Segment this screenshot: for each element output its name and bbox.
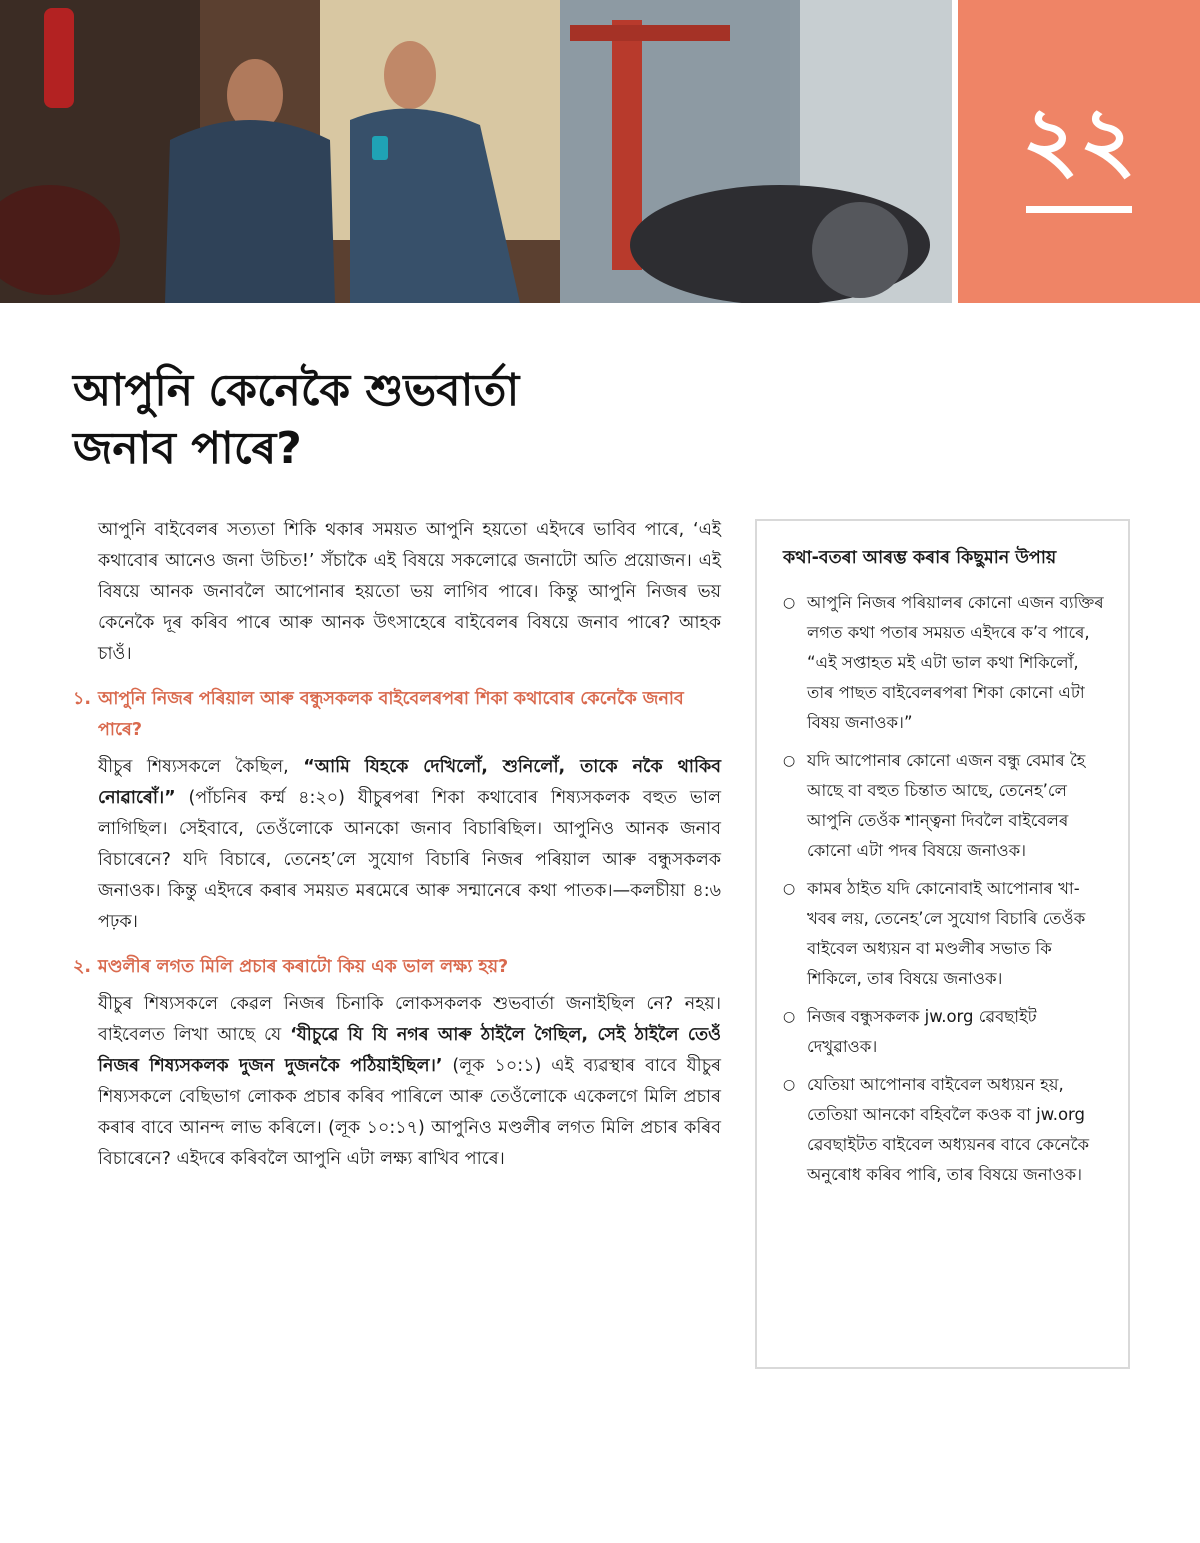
intro-paragraph: আপুনি বাইবেলৰ সত্যতা শিকি থকাৰ সময়ত আপুনি হয়তো এইদৰে ভাবিব পাৰে, ‘এই কথাবোৰ আনেও জনা উচিত!’ সঁচাকৈ এই বিষয়ে সকলোৱে জনাটো অতি প্ৰয়োজন। এই বিষয়ে আনক জনাবলৈ আপোনাৰ হয়তো ভয় লাগিব পাৰে। কিন্তু আপুনি নিজৰ ভয় কেনেকৈ দূৰ কৰিব পাৰে আৰু আনক উৎসাহেৰে বাইবেলৰ বিষয়ে জনাব পাৰে? আহক চাওঁ। bbox=[98, 520, 721, 664]
header-photo bbox=[0, 0, 952, 303]
list-item bbox=[783, 588, 1108, 738]
garage-scene-image bbox=[0, 0, 952, 303]
question-2 bbox=[73, 952, 721, 983]
bullet-icon: ○ bbox=[783, 595, 796, 611]
tip-text: নিজৰ বন্ধুসকলক jw.org ৱেবছাইট দেখুৱাওক। bbox=[807, 1007, 1037, 1056]
answer-2-text-b: (লূক ১০:১) এই ব্যৱস্থাৰ বাবে যীচুৰ শিষ্যসকলে বেছিভাগ লোকক প্ৰচাৰ কৰিব পাৰিলে আৰু তেওঁলোকে একেলগে মিলি প্ৰচাৰ কৰাৰ বাবে আনন্দ লাভ কৰিলে। (লূক ১০:১৭) আপুনিও মণ্ডলীৰ লগত মিলি প্ৰচাৰ কৰিব বিচাৰেনে? এইদৰে কৰিবলৈ আপুনি এটা লক্ষ্য ৰাখিব পাৰে। bbox=[98, 1056, 721, 1169]
question-1-number: ১. bbox=[73, 689, 92, 709]
answer-1-paragraph bbox=[73, 752, 721, 938]
tips-sidebar bbox=[755, 519, 1130, 1369]
answer-2-text-a: যীচুৰ শিষ্যসকলে কেৱল নিজৰ চিনাকি লোকসকলক শুভবাৰ্তা জনাইছিল নে? নহয়। বাইবেলত লিখা আছে যে bbox=[98, 994, 721, 1045]
answer-2-paragraph bbox=[73, 989, 721, 1175]
bullet-icon: ○ bbox=[783, 1077, 796, 1093]
main-content bbox=[73, 515, 721, 1175]
bullet-icon: ○ bbox=[783, 1009, 796, 1025]
answer-2-quote: ‘যীচুৱে যি যি নগৰ আৰু ঠাইলৈ গৈছিল, সেই ঠাইলৈ তেওঁ নিজৰ শিষ্যসকলক দুজন দুজনকৈ পঠিয়াইছিল।’ bbox=[98, 1025, 721, 1076]
tip-text: কামৰ ঠাইত যদি কোনোবাই আপোনাৰ খা-খবৰ লয়, তেনেহ’লে সুযোগ বিচাৰি তেওঁক বাইবেল অধ্যয়ন বা মণ্ডলীৰ সভাত কি শিকিলে, তাৰ বিষয়ে জনাওক। bbox=[807, 879, 1086, 988]
lesson-number: ২২ bbox=[1021, 87, 1137, 190]
page-title bbox=[73, 362, 713, 478]
list-item bbox=[783, 874, 1108, 994]
page-title-line2: জনাব পাৰে? bbox=[73, 423, 302, 474]
list-item bbox=[783, 1070, 1108, 1190]
question-2-number: ২. bbox=[73, 957, 92, 977]
tips-list bbox=[757, 588, 1128, 1190]
bullet-icon: ○ bbox=[783, 881, 796, 897]
tip-text: যেতিয়া আপোনাৰ বাইবেল অধ্যয়ন হয়, তেতিয়া আনকো বহিবলৈ কওক বা jw.org ৱেবছাইটত বাইবেল অধ্যয়নৰ বাবে কেনেকৈ অনুৰোধ কৰিব পাৰি, তাৰ বিষয়ে জনাওক। bbox=[807, 1075, 1090, 1184]
list-item bbox=[783, 746, 1108, 866]
sidebar-title: কথা-বতৰা আৰম্ভ কৰাৰ কিছুমান উপায় bbox=[783, 548, 1057, 568]
answer-1-text-b: (পাঁচনিৰ কৰ্ম্ম ৪:২০) যীচুৰপৰা শিকা কথাবোৰ শিষ্যসকলক বহুত ভাল লাগিছিল। সেইবাবে, তেওঁলোকে আনকো জনাব বিচাৰিছিল। আপুনিও আনক জনাব বিচাৰেনে? যদি বিচাৰে, তেনেহ’লে সুযোগ বিচাৰি নিজৰ পৰিয়াল আৰু বন্ধুসকলক জনাওক। কিন্তু এইদৰে কৰাৰ সময়ত মৰমেৰে আৰু সন্মানেৰে কথা পাতক।—কলচীয়া ৪:৬ পঢ়ক। bbox=[98, 788, 721, 932]
bullet-icon: ○ bbox=[783, 753, 796, 769]
tip-text: যদি আপোনাৰ কোনো এজন বন্ধু বেমাৰ হৈ আছে বা বহুত চিন্তাত আছে, তেনেহ’লে আপুনি তেওঁক শান্ত্বনা দিবলৈ বাইবেলৰ কোনো এটা পদৰ বিষয়ে জনাওক। bbox=[807, 751, 1086, 860]
question-2-text: মণ্ডলীৰ লগত মিলি প্ৰচাৰ কৰাটো কিয় এক ভাল লক্ষ্য হয়? bbox=[98, 957, 509, 977]
answer-1-text-a: যীচুৰ শিষ্যসকলে কৈছিল, bbox=[98, 757, 304, 777]
lesson-number-underline bbox=[1026, 206, 1132, 213]
page-title-line1: আপুনি কেনেকৈ শুভবাৰ্তা bbox=[73, 365, 520, 416]
question-1 bbox=[73, 684, 721, 746]
tip-text: আপুনি নিজৰ পৰিয়ালৰ কোনো এজন ব্যক্তিৰ লগত কথা পতাৰ সময়ত এইদৰে ক’ব পাৰে, “এই সপ্তাহত মই এটা ভাল কথা শিকিলোঁ, তাৰ পাছত বাইবেলৰপৰা শিকা কোনো এটা বিষয় জনাওক।” bbox=[807, 593, 1104, 732]
question-1-text: আপুনি নিজৰ পৰিয়াল আৰু বন্ধুসকলক বাইবেলৰপৰা শিকা কথাবোৰ কেনেকৈ জনাব পাৰে? bbox=[98, 689, 684, 740]
list-item bbox=[783, 1002, 1108, 1062]
answer-1-quote: “আমি যিহকে দেখিলোঁ, শুনিলোঁ, তাকে নকৈ থাকিব নোৱাৰোঁ।” bbox=[98, 757, 721, 808]
lesson-number-box bbox=[958, 0, 1200, 303]
